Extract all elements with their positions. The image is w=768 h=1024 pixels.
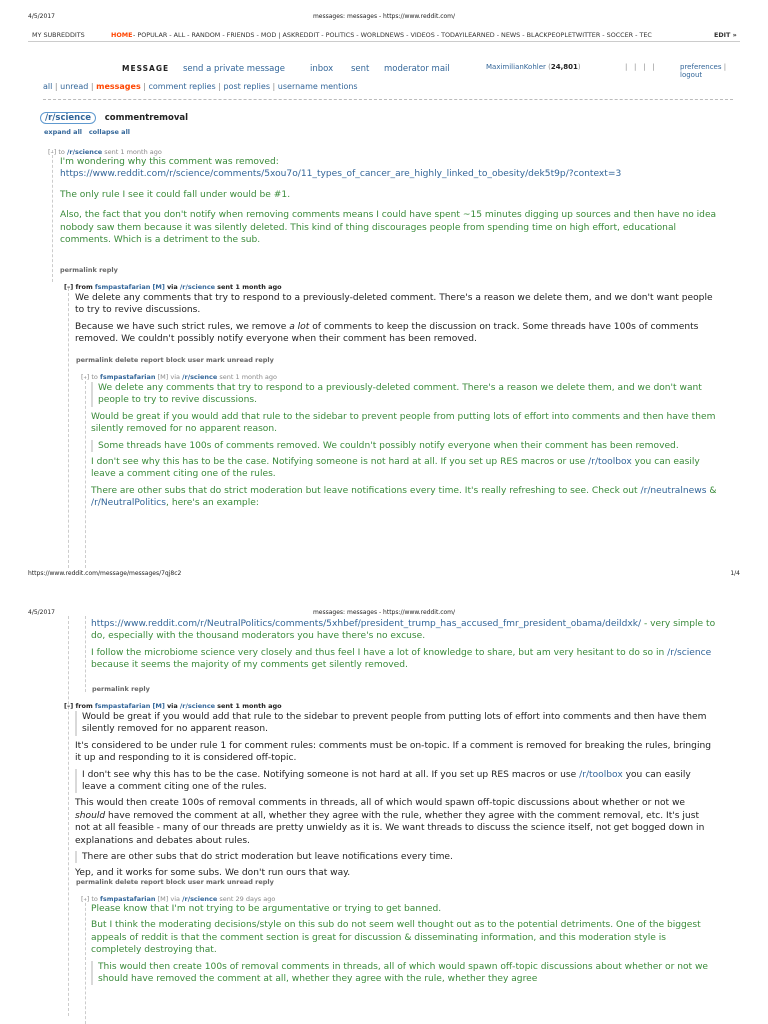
print-header (0, 10, 768, 22)
thread-line (68, 616, 69, 1016)
user-links: preferences | logout (680, 63, 727, 79)
filter-post-replies[interactable]: post replies (223, 82, 270, 91)
blockquote: This would then create 100s of removal comments in threads, all of which would spawn off-topic discussions about whether or not we should have removed the comment at all, whether they agree with the rule, whether they agree (91, 961, 719, 986)
message-paragraph: I don't see why this has to be the case. Notifying someone is not hard at all. If you set up RES macros or use /r/toolbox you can easily leave a comment citing one of the rules. (91, 457, 700, 480)
subreddit-link[interactable]: /r/science (182, 373, 218, 381)
filter-comment-replies[interactable]: comment replies (148, 82, 216, 91)
subreddit-badge[interactable]: /r/science (40, 112, 96, 124)
thread-line (52, 150, 53, 282)
thread-title: commentremoval (104, 113, 189, 123)
via-label: via (166, 702, 178, 710)
filter-all[interactable]: all (43, 82, 53, 91)
filter-unread[interactable]: unread (60, 82, 89, 91)
message-meta (81, 373, 277, 381)
neutralpolitics-link[interactable]: /r/NeutralPolitics (91, 498, 167, 509)
moderator-badge: [M] (152, 702, 165, 710)
collapse-toggle[interactable]: [–] to (48, 148, 65, 156)
subreddit-links[interactable]: - POPULAR - ALL - RANDOM - FRIENDS - MOD | ASKREDDIT - POLITICS - WORLDNEWS - VIDEOS - TODAYILEARNED - NEWS - BLACKPEOPLETWITTER - SOCCER - TEC (133, 31, 652, 39)
moderator-badge: [M] (157, 373, 169, 381)
message-meta (48, 148, 162, 156)
divider (43, 99, 733, 100)
message-paragraph: But I think the moderating decisions/style on this sub do not seem well thought out as to the potential detriments. One of the biggest appeals of reddit is that the comment section is great for discussion & disseminating information, and this moderation style is completely destroying that. (91, 920, 701, 956)
message-paragraph: We delete any comments that try to respond to a previously-deleted comment. There's a reason we delete them, and we don't want people to try to revive discussions. (75, 293, 713, 316)
edit-subreddits-link[interactable]: EDIT » (714, 31, 737, 39)
via-label: via (170, 373, 181, 381)
message-paragraph: It's considered to be under rule 1 for comment rules: comments must be on-topic. If a comment is removed for breaking the rules, bringing it up and responding to it is considered off-topic. (75, 740, 712, 764)
moderator-badge: [M] (157, 895, 169, 903)
message-actions[interactable]: permalink delete report block user mark unread reply (76, 878, 274, 886)
subreddit-link[interactable]: /r/science (179, 283, 216, 291)
toolbox-link[interactable]: /r/toolbox (579, 769, 623, 780)
sent-tab[interactable]: sent (351, 64, 370, 74)
blockquote: I don't see why this has to be the case. Notifying someone is not hard at all. If you set up RES macros or use /r/toolbox you can easily leave a comment citing one of the rules. (75, 769, 715, 794)
message-paragraph: The only rule I see it could fall under would be #1. (60, 189, 291, 200)
message-meta (64, 702, 282, 710)
filter-username-mentions[interactable]: username mentions (277, 82, 358, 91)
message-paragraph: https://www.reddit.com/r/NeutralPolitics/comments/5xhbef/president_trump_has_accused_fmr_president_obama/deildxk/ - very simple to do, especially with the thousand moderators you have there's no excuse. (91, 619, 716, 642)
message-paragraph: Yep, and it works for some subs. We don't run ours that way. (75, 868, 351, 879)
message-body-continued (91, 618, 719, 672)
author-link[interactable]: fsmpastafarian (94, 283, 151, 291)
print-date: 4/5/2017 (28, 13, 55, 20)
message-time: sent 1 month ago (217, 702, 282, 710)
collapse-all-link[interactable]: collapse all (88, 128, 131, 136)
karma-count: 24,801 (550, 63, 578, 71)
my-subreddits-dropdown[interactable]: MY SUBREDDITS (32, 31, 85, 39)
message-time: sent 1 month ago (217, 283, 282, 291)
collapse-toggle[interactable]: [–] from (64, 283, 93, 291)
message-body (75, 292, 715, 346)
message-meta (81, 895, 275, 903)
message-body (91, 903, 719, 985)
thread-line (85, 376, 86, 568)
collapse-toggle[interactable]: [–] to (81, 895, 98, 903)
message-actions[interactable]: permalink reply (60, 266, 118, 274)
message-paragraph: There are other subs that do strict moderation but leave notifications every time. It's really refreshing to see. Check out /r/neutralnews & /r/NeutralPolitics, here's an example: (91, 485, 717, 509)
subreddit-link[interactable]: /r/science (182, 895, 218, 903)
thread-line (68, 288, 69, 568)
message-body (75, 711, 715, 880)
message-label: MESSAGE (122, 64, 170, 73)
message-paragraph: Also, the fact that you don't notify when removing comments means I could have spent ~15 minutes digging up sources and then have no idea nobody saw them because it was silently deleted. This kind of thing discourages people from spending time on high effort, educational comments. Which is a detriment to the sub. (60, 210, 717, 246)
message-actions[interactable]: permalink delete report block user mark unread reply (76, 356, 274, 364)
inbox-tab[interactable]: inbox (310, 64, 334, 74)
neutralnews-link[interactable]: /r/neutralnews (640, 485, 707, 496)
via-label: via (170, 895, 181, 903)
print-date: 4/5/2017 (28, 609, 55, 616)
print-url: https://www.reddit.com/message/messages/7qj8c2 (28, 570, 182, 577)
comment-link[interactable]: https://www.reddit.com/r/science/comments/5xou7o/11_types_of_cancer_are_highly_linked_to_obesity/dek5t9p/?context=3 (60, 169, 622, 180)
username-link[interactable]: MaximilianKohler (486, 63, 546, 71)
thread-line (85, 898, 86, 1024)
home-link[interactable]: HOME (111, 31, 133, 39)
thread-line (85, 616, 86, 692)
toolbox-link[interactable]: /r/toolbox (588, 457, 632, 468)
message-filters: all | unread | messages | comment replies | post replies | username mentions (43, 82, 358, 91)
message-tabs (28, 58, 740, 78)
user-info: MaximilianKohler (24,801) (486, 63, 581, 71)
subreddit-link[interactable]: /r/science (67, 148, 103, 156)
logout-link[interactable]: logout (680, 71, 703, 79)
author-link[interactable]: fsmpastafarian (100, 373, 156, 381)
example-link[interactable]: https://www.reddit.com/r/NeutralPolitics/comments/5xhbef/president_trump_has_accused_fmr_president_obama/deildxk/ (91, 619, 642, 629)
moderator-mail-tab[interactable]: moderator mail (384, 64, 450, 74)
print-page-number: 1/4 (730, 570, 740, 577)
collapse-toggle[interactable]: [–] from (64, 702, 93, 710)
print-header (0, 606, 768, 618)
message-time: sent 29 days ago (219, 895, 276, 903)
message-body (60, 156, 720, 246)
science-link[interactable]: /r/science (667, 647, 712, 658)
message-paragraph: I'm wondering why this comment was removed: (60, 157, 279, 167)
message-paragraph: I follow the microbiome science very closely and thus feel I have a lot of knowledge to share, but am very hesitant to do so in /r/science because it seems the majority of my comments get silently removed. (91, 647, 712, 671)
blockquote: Some threads have 100s of comments removed. We couldn't possibly notify everyone when their comment has been removed. (91, 440, 719, 452)
message-actions[interactable]: permalink reply (92, 685, 150, 693)
message-paragraph: Because we have such strict rules, we remove a lot of comments to keep the discussion on track. Some threads have 100s of comments removed. We couldn't possibly notify everyone when their comment has been removed. (75, 321, 699, 345)
preferences-link[interactable]: preferences (680, 63, 722, 71)
author-link[interactable]: fsmpastafarian (100, 895, 156, 903)
print-title: messages: messages - https://www.reddit.com/ (312, 609, 456, 616)
expand-collapse (44, 128, 130, 136)
message-paragraph: Would be great if you would add that rule to the sidebar to prevent people from putting lots of effort into comments and then have them silently removed for no apparent reason. (91, 411, 716, 435)
filter-messages[interactable]: messages (96, 82, 141, 91)
print-page-2 (0, 596, 768, 1024)
message-paragraph: This would then create 100s of removal comments in threads, all of which would spawn off-topic discussions about whether or not we should have removed the comment at all, whether they agree with the rule, whether they agree with the comment removal, etc. It's just not at all feasible - many of our threads are pretty unwieldy as it is. We want threads to discuss the science itself, not get bogged down in explanations and debates about rules. (75, 798, 705, 846)
thread-header (40, 112, 188, 124)
send-private-message-tab[interactable]: send a private message (183, 64, 286, 74)
header-separators: | | | | (625, 63, 655, 71)
via-label: via (166, 283, 178, 291)
moderator-badge: [M] (152, 283, 165, 291)
print-title: messages: messages - https://www.reddit.com/ (312, 13, 456, 20)
message-body (91, 382, 719, 510)
blockquote: There are other subs that do strict moderation but leave notifications every time. (75, 851, 715, 863)
blockquote: We delete any comments that try to respond to a previously-deleted comment. There's a reason we delete them, and we don't want people to try to revive discussions. (91, 382, 719, 407)
subreddit-link[interactable]: /r/science (179, 702, 216, 710)
blockquote: Would be great if you would add that rule to the sidebar to prevent people from putting lots of effort into comments and then have them silently removed for no apparent reason. (75, 711, 715, 736)
message-time: sent 1 month ago (219, 373, 277, 381)
message-time: sent 1 month ago (104, 148, 162, 156)
author-link[interactable]: fsmpastafarian (94, 702, 151, 710)
message-meta (64, 283, 282, 291)
message-paragraph: Please know that I'm not trying to be argumentative or trying to get banned. (91, 904, 442, 914)
expand-all-link[interactable]: expand all (44, 128, 83, 136)
collapse-toggle[interactable]: [–] to (81, 373, 98, 381)
subreddit-bar (28, 28, 740, 42)
